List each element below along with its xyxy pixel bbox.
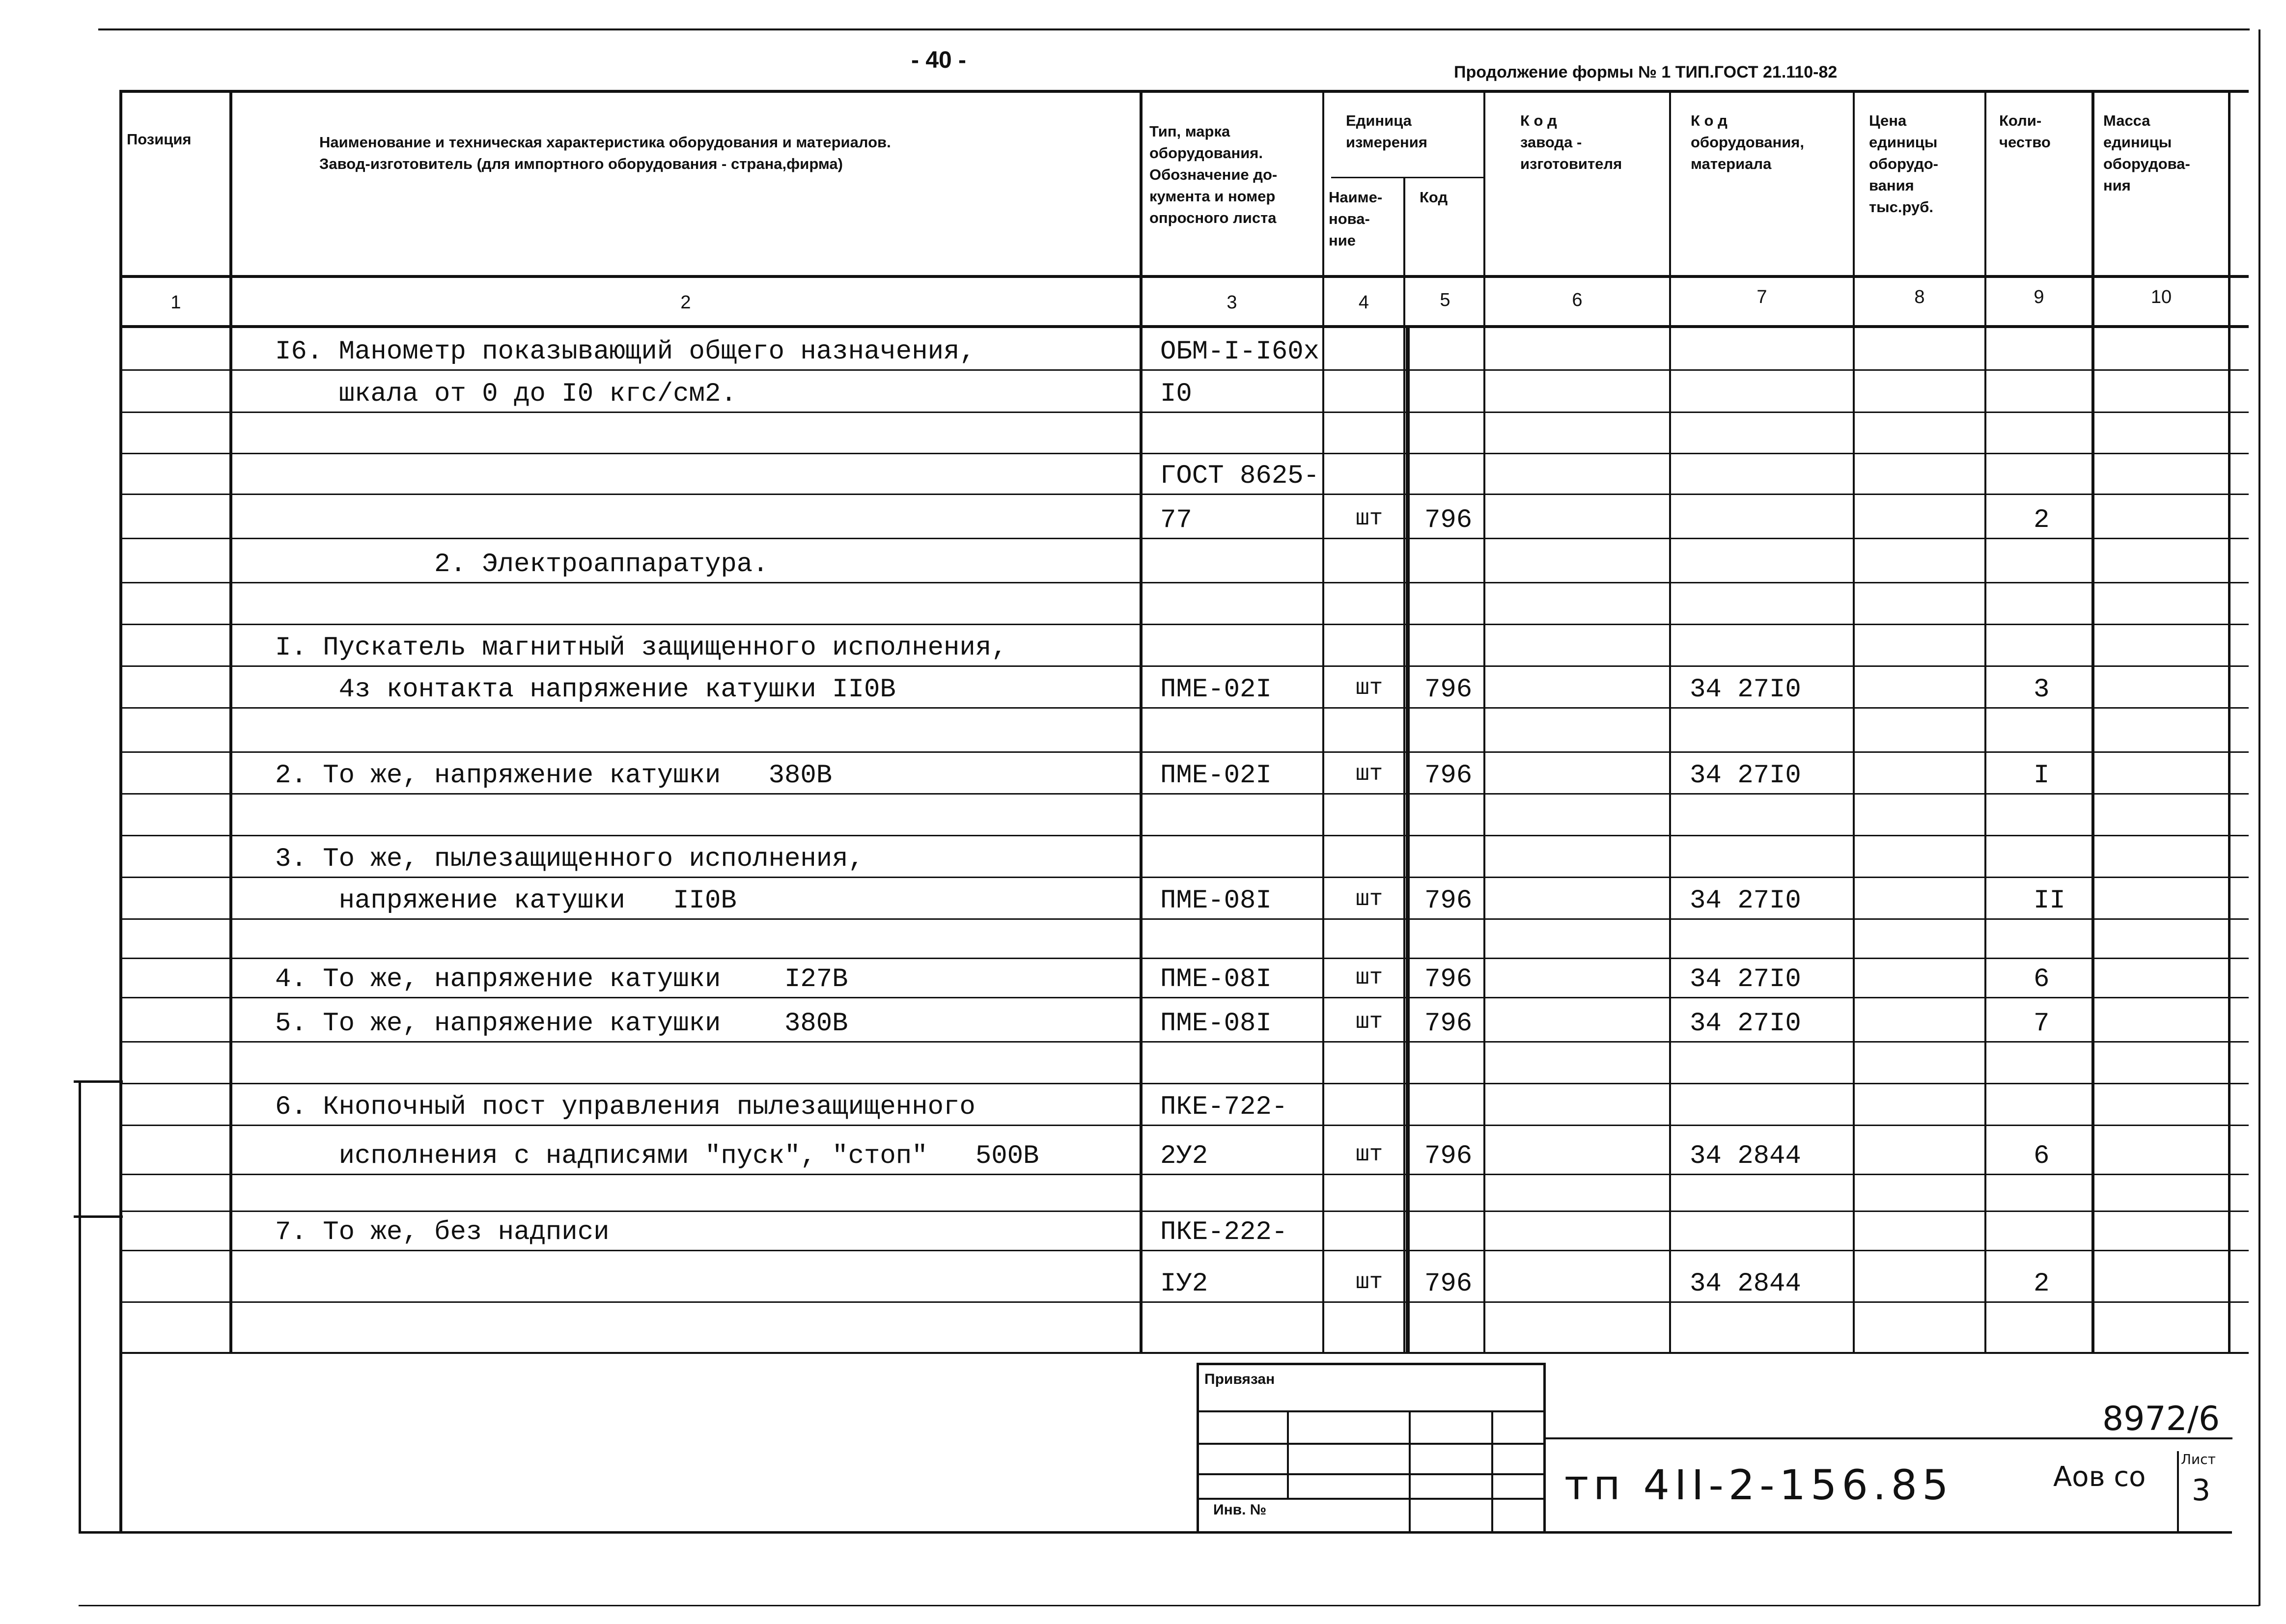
sheet-label: Лист xyxy=(2181,1451,2216,1467)
row-unit-code: 796 xyxy=(1424,505,1473,535)
row-name: напряжение катушки II0В xyxy=(275,886,737,916)
col-num-4: 4 xyxy=(1358,292,1369,313)
row-quantity: 6 xyxy=(2034,964,2050,994)
row-divider xyxy=(119,369,2249,371)
row-type: ПКЕ-722- xyxy=(1160,1092,1288,1122)
row-divider xyxy=(119,958,2249,959)
row-name: 2. Электроаппаратура. xyxy=(275,550,769,579)
row-name: шкала от 0 до I0 кгс/см2. xyxy=(275,379,737,409)
row-type: ПМЕ-08I xyxy=(1160,886,1272,916)
row-quantity: 7 xyxy=(2034,1009,2050,1039)
row-divider xyxy=(119,835,2249,836)
bottom-rule xyxy=(79,1531,2232,1534)
row-quantity: 2 xyxy=(2034,505,2050,535)
row-unit: шт xyxy=(1356,886,1383,912)
col-num-2: 2 xyxy=(680,292,691,313)
header-quantity: Коли- чество xyxy=(1999,112,2051,151)
row-unit: шт xyxy=(1356,675,1383,701)
row-unit: шт xyxy=(1356,506,1383,531)
row-unit-code: 796 xyxy=(1424,964,1473,994)
row-material-code: 34 27I0 xyxy=(1690,675,1801,705)
row-quantity: I xyxy=(2034,761,2050,791)
row-type: ГОСТ 8625- xyxy=(1160,461,1320,491)
row-quantity: 2 xyxy=(2034,1269,2050,1299)
row-divider xyxy=(119,1041,2249,1043)
margin-rule xyxy=(79,1080,81,1532)
header-unit: Единица измерения xyxy=(1346,112,1427,151)
row-divider xyxy=(119,624,2249,625)
row-unit-code: 796 xyxy=(1424,1141,1473,1171)
col-num-10: 10 xyxy=(2150,287,2172,307)
row-quantity: 3 xyxy=(2034,675,2050,705)
col-num-1: 1 xyxy=(170,292,181,313)
row-divider xyxy=(119,877,2249,878)
row-divider xyxy=(119,538,2249,539)
row-divider xyxy=(119,1211,2249,1212)
row-material-code: 34 27I0 xyxy=(1690,886,1801,916)
row-unit-code: 796 xyxy=(1424,1009,1473,1039)
row-material-code: 34 2844 xyxy=(1690,1269,1801,1299)
row-type: ОБМ-I-I60х xyxy=(1160,337,1320,367)
document-code: тп 4II-2-156.85 xyxy=(1564,1461,1953,1509)
archive-number: 8972/6 xyxy=(2102,1400,2220,1438)
row-name: 6. Кнопочный пост управления пылезащищенного xyxy=(275,1092,976,1122)
row-unit-code: 796 xyxy=(1424,761,1473,791)
row-material-code: 34 27I0 xyxy=(1690,1009,1801,1039)
row-quantity: II xyxy=(2034,886,2065,916)
sheet-number: 3 xyxy=(2192,1473,2211,1508)
row-material-code: 34 27I0 xyxy=(1690,964,1801,994)
col-num-5: 5 xyxy=(1440,290,1450,310)
row-name: 2. То же, напряжение катушки 380В xyxy=(275,761,833,791)
album-mark: Аов со xyxy=(2053,1461,2146,1493)
col-num-9: 9 xyxy=(2034,287,2044,307)
header-mass: Масса единицы оборудова- ния xyxy=(2103,112,2190,194)
row-divider xyxy=(119,793,2249,795)
row-unit-code: 796 xyxy=(1424,675,1473,705)
row-quantity: 6 xyxy=(2034,1141,2050,1171)
row-type: ПМЕ-02I xyxy=(1160,675,1272,705)
row-type: I0 xyxy=(1160,379,1192,409)
row-divider xyxy=(119,1250,2249,1251)
table-bottom-line xyxy=(119,1352,2249,1354)
col-num-3: 3 xyxy=(1227,292,1237,313)
row-material-code: 34 27I0 xyxy=(1690,761,1801,791)
row-unit: шт xyxy=(1356,1142,1383,1167)
header-unit-name: Наиме- нова- ние xyxy=(1329,189,1383,249)
header-type: Тип, марка оборудования. Обозначение до- кумента и номер опросного листа xyxy=(1149,123,1278,226)
row-divider xyxy=(119,453,2249,454)
row-divider xyxy=(119,494,2249,495)
stamp-inv-label: Инв. № xyxy=(1213,1502,1267,1518)
row-name: 5. То же, напряжение катушки 380В xyxy=(275,1009,848,1039)
header-position: Позиция xyxy=(127,131,192,148)
row-unit: шт xyxy=(1356,1269,1383,1295)
row-divider xyxy=(119,665,2249,667)
row-divider xyxy=(119,412,2249,413)
row-unit: шт xyxy=(1356,1009,1383,1035)
row-unit-code: 796 xyxy=(1424,886,1473,916)
col-num-6: 6 xyxy=(1572,290,1583,310)
row-name: 4з контакта напряжение катушки II0В xyxy=(275,675,896,705)
row-unit: шт xyxy=(1356,761,1383,787)
form-continuation: Продолжение формы № 1 ТИП.ГОСТ 21.110-82 xyxy=(1454,63,1838,82)
page-bottom-rule xyxy=(79,1605,2259,1606)
row-divider xyxy=(119,582,2249,583)
row-type: ПМЕ-08I xyxy=(1160,964,1272,994)
row-divider xyxy=(119,918,2249,920)
header-price: Цена единицы оборудо- вания тыс.руб. xyxy=(1869,112,1938,216)
row-divider xyxy=(119,1125,2249,1126)
header-unit-code: Код xyxy=(1420,189,1448,206)
row-unit-code: 796 xyxy=(1424,1269,1473,1299)
row-type: ПМЕ-08I xyxy=(1160,1009,1272,1039)
header-name: Наименование и техническая характеристика оборудования и материалов. Завод-изготовитель (для импортного оборудования - страна,фирма) xyxy=(319,134,891,172)
col-num-8: 8 xyxy=(1914,287,1925,307)
row-divider xyxy=(119,1083,2249,1084)
row-name: I6. Манометр показывающий общего назначения, xyxy=(275,337,976,367)
margin-mark xyxy=(74,1080,123,1083)
row-divider xyxy=(119,1174,2249,1175)
row-divider xyxy=(119,997,2249,998)
header-material-code: К о д оборудования, материала xyxy=(1691,112,1805,172)
row-type: 77 xyxy=(1160,505,1192,535)
row-type: ПКЕ-222- xyxy=(1160,1217,1288,1247)
row-type: 2У2 xyxy=(1160,1141,1208,1171)
row-type: IУ2 xyxy=(1160,1269,1208,1299)
page-right-rule xyxy=(2258,29,2260,1606)
row-divider xyxy=(119,751,2249,753)
row-name: исполнения с надписями "пуск", "стоп" 500В xyxy=(275,1141,1039,1171)
row-name: 4. То же, напряжение катушки I27В xyxy=(275,964,848,994)
header-plant-code: К о д завода - изготовителя xyxy=(1520,112,1622,172)
row-material-code: 34 2844 xyxy=(1690,1141,1801,1171)
row-type: ПМЕ-02I xyxy=(1160,761,1272,791)
col-num-7: 7 xyxy=(1756,287,1767,307)
stamp-privyazan: Привязан xyxy=(1204,1371,1275,1387)
page-number: - 40 - xyxy=(911,47,967,73)
row-name: 3. То же, пылезащищенного исполнения, xyxy=(275,844,864,874)
margin-rule xyxy=(119,1352,122,1534)
row-name: 7. То же, без надписи xyxy=(275,1217,610,1247)
row-name: I. Пускатель магнитный защищенного исполнения, xyxy=(275,633,1007,663)
row-unit: шт xyxy=(1356,965,1383,991)
row-divider xyxy=(119,707,2249,709)
margin-mark xyxy=(74,1215,123,1218)
row-divider xyxy=(119,1301,2249,1303)
